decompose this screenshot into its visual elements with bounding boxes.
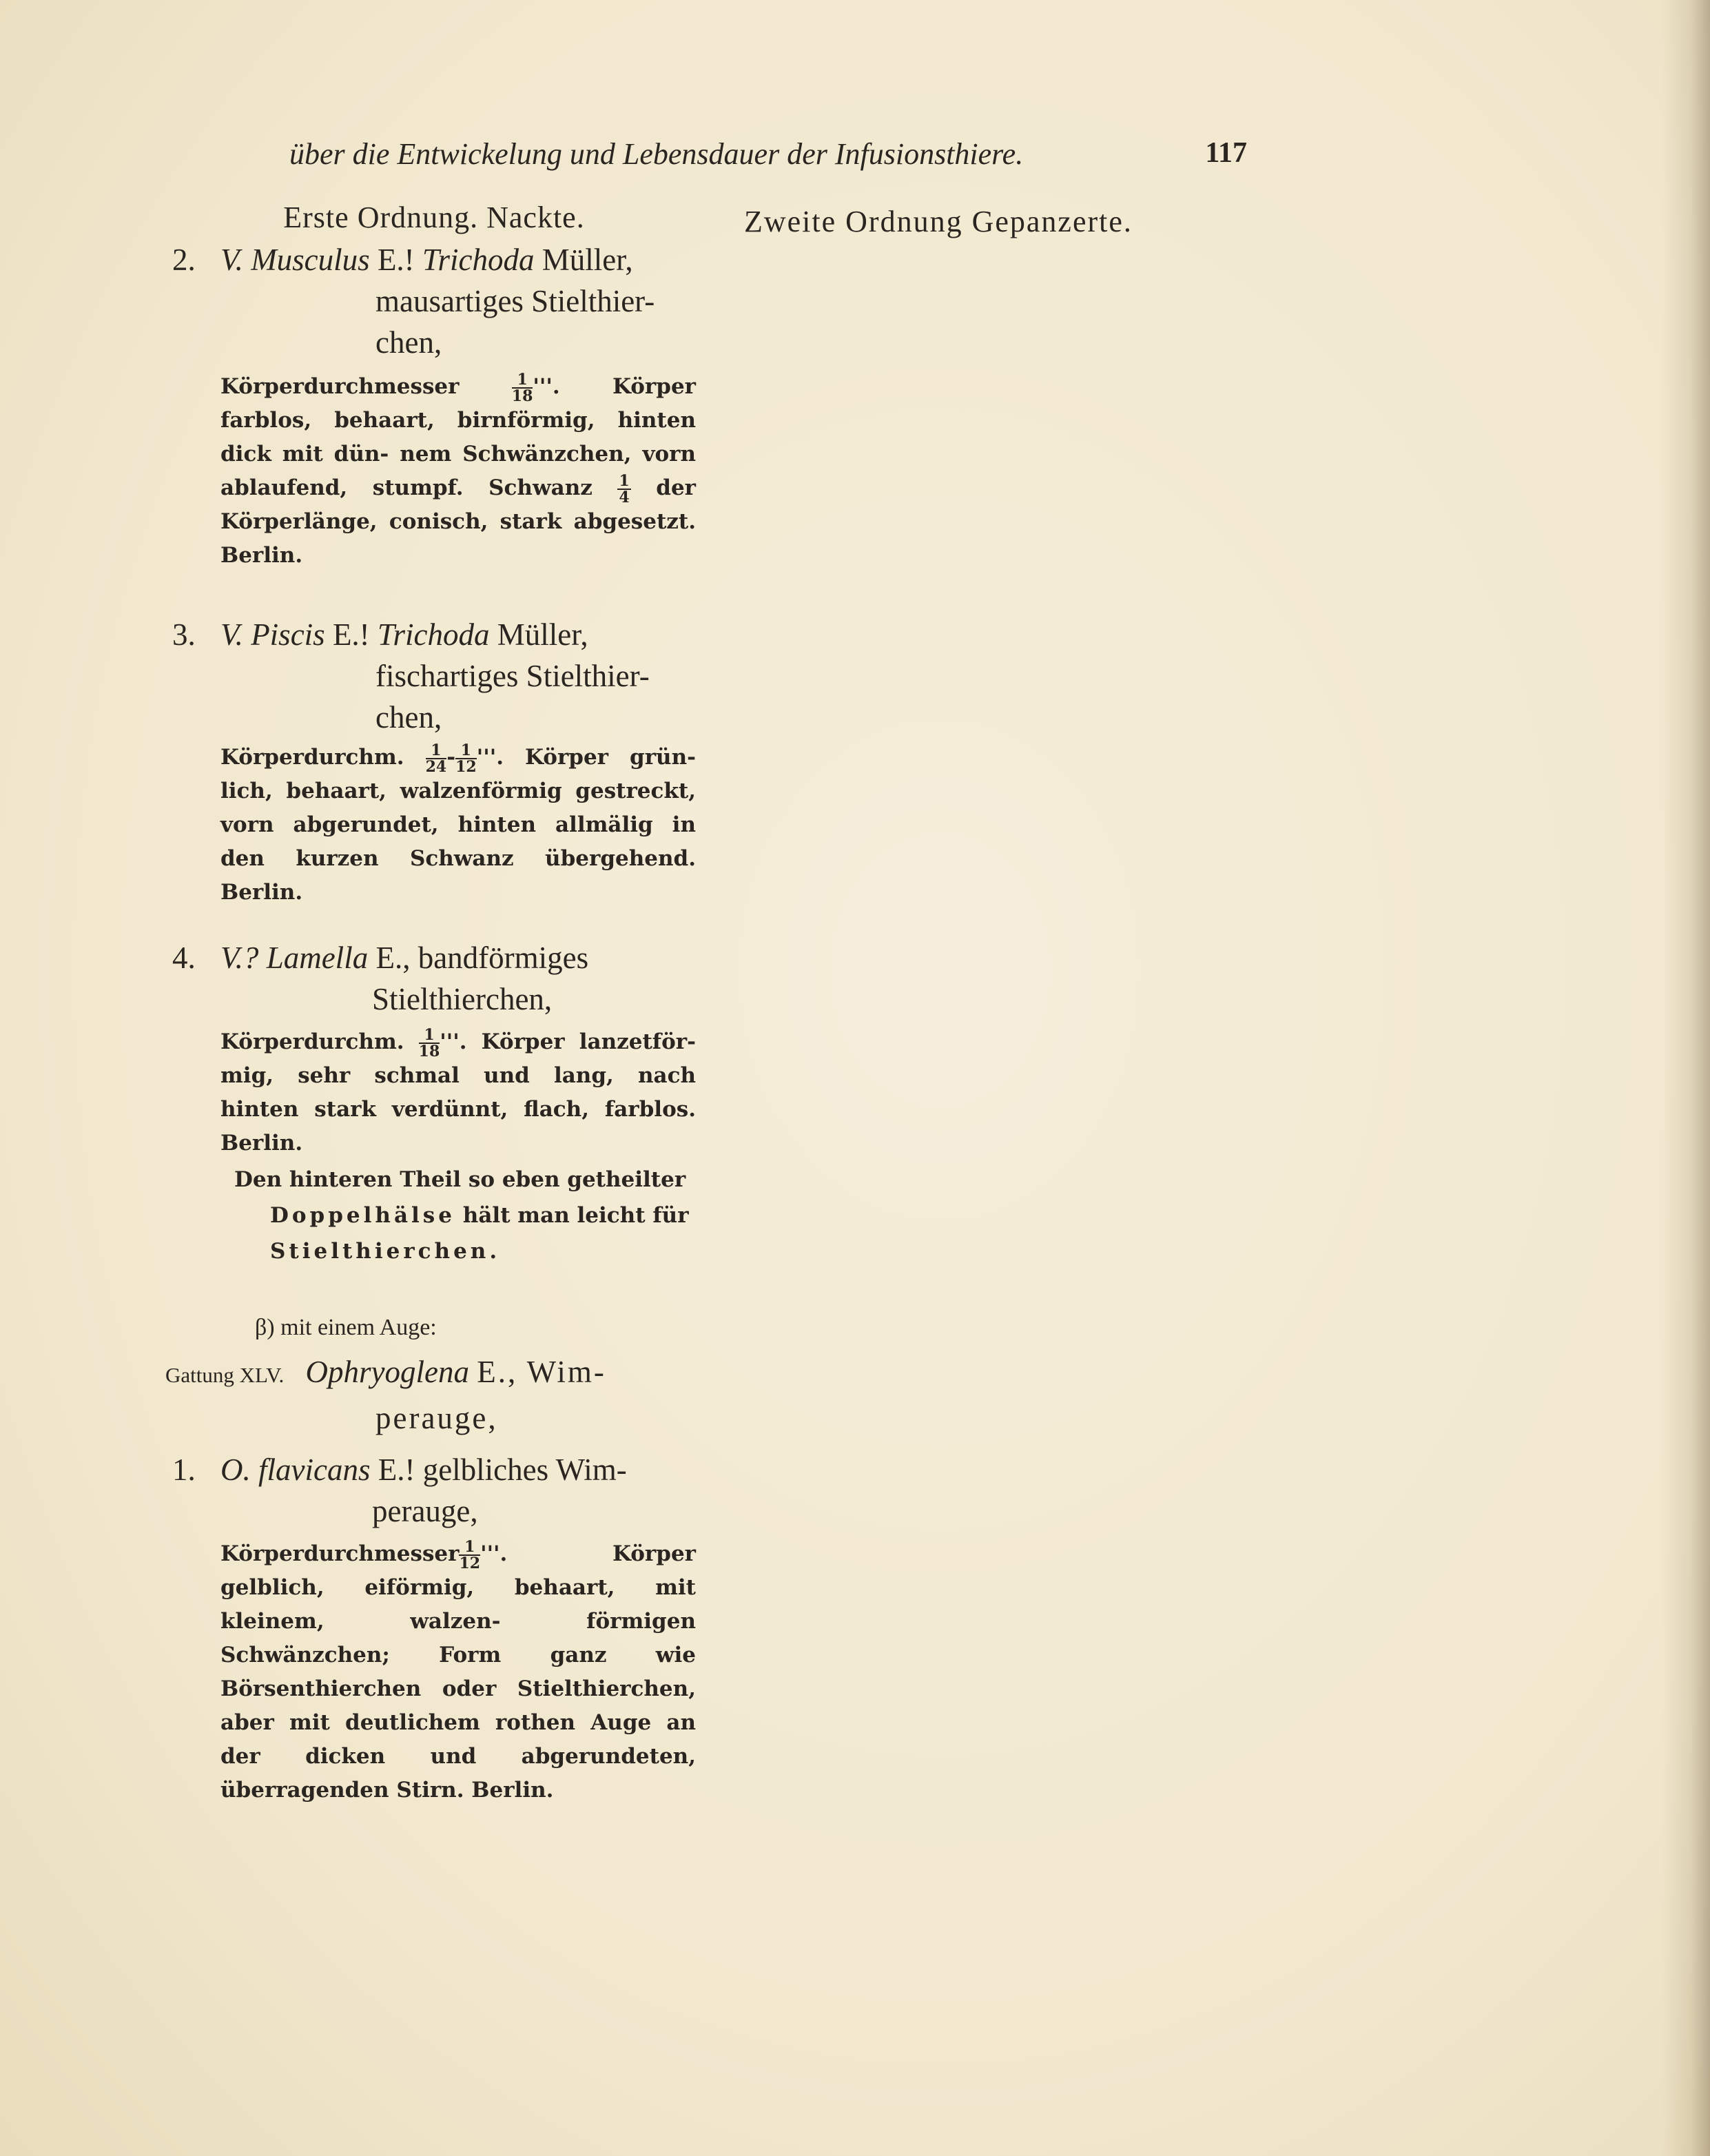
fraction — [617, 473, 630, 505]
running-header — [289, 136, 1247, 178]
entry-number: 1. — [172, 1452, 196, 1487]
frac-den: 24 — [425, 757, 447, 776]
desc-text: Schwanz — [488, 475, 593, 500]
species-entry-musculus — [165, 239, 703, 363]
fraction — [419, 1027, 440, 1059]
left-column — [165, 200, 703, 1807]
fraction — [426, 743, 447, 774]
desc-text: '''. Körper farblos, — [220, 374, 696, 433]
synonym: Trichoda — [377, 617, 490, 652]
note-line: Stielthierchen. — [270, 1239, 501, 1264]
entry-number: 2. — [172, 243, 196, 277]
frac-num: 1 — [459, 1539, 480, 1556]
species-name: Piscis — [251, 617, 325, 652]
desc-text: Körperdurchm. — [220, 745, 404, 770]
author: E.! — [332, 617, 370, 652]
fraction — [455, 743, 477, 774]
species-entry-piscis — [165, 614, 703, 738]
species-name: flavicans — [258, 1452, 371, 1487]
fraction — [459, 1539, 480, 1571]
order-heading-right: Zweite Ordnung Gepanzerte. — [744, 205, 1133, 238]
desc-text: der Körperlänge, conisch, stark — [220, 475, 696, 534]
desc-text: mig, sehr schmal und lang, nach hinten stark verdünnt, flach, farblos. Berlin. — [220, 1063, 696, 1156]
note-line: hält man leicht für — [462, 1203, 689, 1228]
desc-text: Körperdurchm. — [220, 1029, 404, 1054]
page-number: 117 — [1205, 137, 1247, 169]
frac-num: 1 — [512, 372, 533, 389]
species-description — [220, 1025, 696, 1160]
fraction — [512, 372, 533, 404]
genus-abbr: V.? — [220, 941, 259, 975]
genus-abbr: O. — [220, 1452, 251, 1487]
common-name-line: Stielthierchen, — [372, 982, 553, 1016]
note-line: Den hinteren Theil so eben getheilter — [234, 1167, 686, 1192]
common-name-line: chen, — [375, 325, 442, 360]
frac-den: 4 — [619, 488, 630, 506]
species-entry-lamella — [165, 937, 703, 1020]
synonym: Trichoda — [422, 243, 535, 277]
desc-text: '''. Körper gelblich, — [220, 1541, 696, 1600]
genus-label: Gattung XLV. — [165, 1363, 285, 1387]
genus-author: E., Wim- — [477, 1355, 606, 1389]
genus-abbr: V. — [220, 243, 243, 277]
frac-num: 1 — [426, 743, 447, 759]
common-name-line: mausartiges Stielthier- — [375, 284, 655, 318]
common-name: gelbliches Wim- — [422, 1452, 627, 1487]
desc-text: Körperdurchmesser — [220, 1541, 460, 1566]
species-name: Lamella — [266, 941, 369, 975]
species-name: Musculus — [251, 243, 370, 277]
page-edge-shadow — [1662, 0, 1710, 2156]
species-entry-flavicans — [165, 1449, 703, 1532]
frac-den: 12 — [459, 1554, 481, 1572]
synonym-author: Müller, — [497, 617, 588, 652]
species-description — [220, 1537, 696, 1807]
genus-common-name: perauge, — [375, 1401, 498, 1435]
genus-name: Ophryoglena — [305, 1355, 469, 1389]
order-heading-left: Erste Ordnung. Nackte. — [283, 201, 585, 234]
desc-text: abgesetzt. Berlin. — [220, 509, 696, 568]
entry-number: 4. — [172, 941, 196, 975]
common-name-line: chen, — [375, 700, 442, 735]
common-name-line: perauge, — [372, 1494, 478, 1528]
common-name-line: fischartiges Stielthier- — [375, 659, 650, 693]
frac-num: 1 — [455, 743, 477, 759]
species-description: Körperdurchm. $\frac{1}{24}$ - $\frac{1}{12}$ '''. Körper grün- lich, behaart, walzenförmig gestreckt, vorn abgerundet, hinten allmälig in den kurzen Schwanz übergehend. Berlin. — [220, 741, 696, 905]
desc-text: eiförmig, behaart, mit kleinem, walzen- förmigen Schwänzchen; Form ganz wie Börsenthierchen oder Stielthierchen, aber mit deutlichem rothen Auge an der dicken und abgerundeten, überragenden Stirn. Berlin. — [220, 1575, 696, 1803]
desc-text: behaart, birnförmig, hinten dick mit dün- nem Schwänzchen, vorn ablaufend, stumpf. — [220, 408, 697, 500]
desc-text: Körperdurchmesser — [220, 374, 460, 399]
frac-den: 18 — [418, 1042, 440, 1060]
author: E.! — [378, 1452, 415, 1487]
desc-text: '''. Körper grün- — [476, 745, 696, 770]
right-column — [744, 204, 1240, 239]
entry-number: 3. — [172, 617, 196, 652]
running-title: über die Entwickelung und Lebensdauer der Infusionsthiere. — [289, 137, 1024, 171]
species-description — [220, 370, 696, 573]
subsection-heading: β) mit einem Auge: — [255, 1315, 437, 1340]
frac-den: 18 — [511, 387, 533, 405]
synonym-author: Müller, — [542, 243, 633, 277]
desc-text: '''. Körper lanzetför- — [440, 1029, 696, 1054]
frac-num: 1 — [619, 471, 630, 490]
genus-heading — [165, 1351, 703, 1439]
author: E., — [375, 941, 411, 975]
common-name: bandförmiges — [418, 941, 589, 975]
frac-num: 1 — [419, 1027, 440, 1044]
remark-note — [234, 1162, 703, 1269]
author: E.! — [377, 243, 415, 277]
note-term: Doppelhälse — [270, 1203, 455, 1228]
frac-den: 12 — [455, 757, 477, 776]
genus-abbr: V. — [220, 617, 243, 652]
desc-text: lich, behaart, walzenförmig gestreckt, vorn abgerundet, hinten allmälig in den kurzen Schwanz übergehend. Berlin. — [220, 779, 696, 905]
